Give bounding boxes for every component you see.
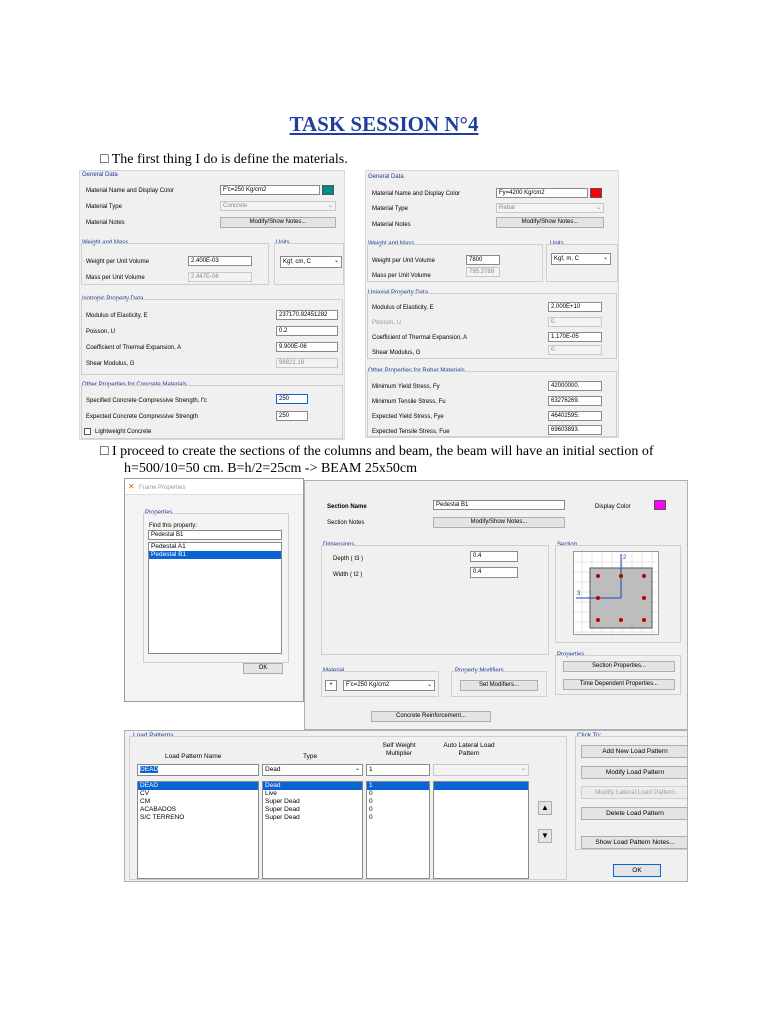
display-color-swatch[interactable]: [654, 500, 666, 510]
material-name-input[interactable]: F'c=250 Kg/cm2: [220, 185, 320, 195]
dialog-title: Frame Properties: [139, 485, 186, 491]
section-notes-label: Section Notes: [327, 520, 365, 526]
section-data-dialog: [304, 480, 688, 730]
chevron-down-icon: ⌄: [333, 258, 339, 264]
mass-per-volume-label: Mass per Unit Volume: [86, 275, 145, 281]
list-item[interactable]: ACABADOS: [140, 806, 177, 813]
mass-per-volume-label: Mass per Unit Volume: [372, 273, 431, 279]
material-value: F'c=250 Kg/cm2: [346, 682, 390, 688]
modulus-input[interactable]: 2.000E+10: [548, 302, 602, 312]
fy-input[interactable]: 42000000.: [548, 381, 602, 391]
find-label: Find this property:: [149, 523, 198, 529]
section-name-label: Section Name: [327, 504, 367, 510]
set-modifiers-button[interactable]: Set Modifiers...: [460, 680, 538, 691]
dimensions-heading: Dimensions: [323, 542, 355, 548]
depth-label: Depth ( t3 ): [333, 556, 364, 562]
general-data-heading: General Data: [368, 174, 404, 180]
weight-mass-heading: Weight and Mass: [368, 241, 415, 247]
modulus-label: Modulus of Elasticity, E: [372, 305, 434, 311]
app-icon: ✕: [128, 482, 135, 491]
material-name-input[interactable]: Fy=4200 Kg/cm2: [496, 188, 588, 198]
type-value: Dead: [265, 766, 281, 773]
load-patterns-dialog: [124, 730, 688, 882]
list-item-selected[interactable]: Dead: [263, 782, 362, 790]
fc-input[interactable]: 250: [276, 394, 308, 404]
material-name-label: Material Name and Display Color: [372, 191, 461, 197]
list-item[interactable]: Pedestal A1: [151, 543, 186, 550]
thermal-label: Coefficient of Thermal Expansion, A: [86, 345, 182, 351]
paragraph-beam: h=500/10=50 cm. B=h/2=25cm -> BEAM 25x50cm: [124, 461, 418, 476]
delete-load-pattern-button[interactable]: Delete Load Pattern: [581, 807, 688, 820]
chevron-down-icon: ⌄: [602, 255, 608, 261]
shear-modulus-value: 98821.18: [276, 358, 338, 368]
properties-heading: Properties: [145, 510, 173, 516]
material-pick-button[interactable]: +: [325, 680, 337, 691]
material-name-label: Material Name and Display Color: [86, 188, 175, 194]
display-color-label: Display Color: [595, 504, 631, 510]
lightweight-label: Lightweight Concrete: [95, 429, 152, 435]
property-list[interactable]: [148, 542, 282, 654]
modify-lateral-button[interactable]: Modify Lateral Load Pattern: [581, 786, 688, 799]
modulus-label: Modulus of Elasticity, E: [86, 313, 148, 319]
lightweight-checkbox[interactable]: [84, 428, 91, 435]
chevron-down-icon: ⌄: [426, 682, 432, 688]
units-select[interactable]: [280, 256, 342, 268]
shear-modulus-value: 0.: [548, 345, 602, 355]
fu-input[interactable]: 63276269.: [548, 396, 602, 406]
poisson-value: 0.: [548, 317, 602, 327]
list-item-selected[interactable]: Pedestal B1: [149, 551, 281, 559]
fue-input[interactable]: 69603893.: [548, 425, 602, 435]
depth-input[interactable]: 0.4: [470, 551, 518, 562]
units-heading: Units: [550, 241, 564, 247]
type-select[interactable]: [262, 764, 363, 776]
modify-notes-button[interactable]: Modify/Show Notes...: [433, 517, 565, 528]
general-data-heading: General Data: [82, 172, 118, 178]
material-select[interactable]: [343, 680, 435, 691]
material-type-value: Concrete: [223, 203, 248, 209]
paragraph-materials: □ The first thing I do is define the materials.: [100, 152, 348, 167]
header-self-weight: Self Weight Multiplier: [382, 742, 416, 757]
list-item[interactable]: Super Dead: [265, 806, 300, 813]
weight-per-volume-label: Weight per Unit Volume: [372, 258, 435, 264]
units-select[interactable]: [551, 253, 611, 265]
concrete-material-panel: [79, 170, 345, 440]
material-notes-label: Material Notes: [86, 220, 125, 226]
material-type-select[interactable]: [220, 201, 336, 211]
time-dependent-button[interactable]: Time Dependent Properties...: [563, 679, 675, 690]
click-to-heading: Click To:: [577, 732, 602, 739]
fye-label: Expected Yield Stress, Fye: [372, 414, 444, 420]
section-properties-button[interactable]: Section Properties...: [563, 661, 675, 672]
chevron-down-icon: ⌄: [354, 766, 360, 772]
find-input[interactable]: Pedestal B1: [148, 530, 282, 540]
modify-notes-button[interactable]: Modify/Show Notes...: [496, 217, 604, 228]
material-notes-label: Material Notes: [372, 222, 411, 228]
list-item-selected[interactable]: 1: [367, 782, 429, 790]
thermal-input[interactable]: 1.170E-05: [548, 332, 602, 342]
header-load-pattern-name: Load Pattern Name: [165, 753, 222, 760]
axis-3-label: 3: [577, 591, 581, 597]
list-item[interactable]: CV: [140, 790, 150, 797]
weight-per-volume-label: Weight per Unit Volume: [86, 259, 149, 265]
add-load-pattern-button[interactable]: Add New Load Pattern: [581, 745, 688, 758]
list-item[interactable]: Live: [265, 790, 277, 797]
material-type-label: Material Type: [372, 206, 408, 212]
list-item[interactable]: S/C TERRENO: [140, 814, 185, 821]
units-value: Kgf, cm, C: [283, 259, 312, 265]
width-input[interactable]: 0.4: [470, 567, 518, 578]
arrow-down-icon: ▼: [541, 831, 549, 840]
fue-label: Expected Tensile Stress, Fue: [372, 429, 450, 435]
section-heading: Section: [557, 542, 578, 548]
header-type: Type: [303, 753, 318, 760]
list-item[interactable]: 0: [369, 814, 373, 821]
fye-input[interactable]: 46402595.: [548, 411, 602, 421]
units-value: Kgf, m, C: [554, 256, 580, 262]
display-color-swatch[interactable]: [322, 185, 334, 195]
modulus-input[interactable]: 237170.82451282: [276, 310, 338, 320]
poisson-input[interactable]: 0.2: [276, 326, 338, 336]
material-type-value: Rebar: [499, 205, 516, 211]
move-up-button[interactable]: [538, 801, 552, 815]
frame-properties-dialog: [124, 478, 304, 702]
uniaxial-heading: Uniaxial Property Data: [368, 290, 429, 296]
move-down-button[interactable]: [538, 829, 552, 843]
other-props-heading: Other Properties for Rebar Materials: [368, 368, 465, 374]
section-name-input[interactable]: Pedestal B1: [433, 500, 565, 510]
shear-modulus-label: Shear Modulus, G: [86, 361, 135, 367]
shear-modulus-label: Shear Modulus, G: [372, 350, 421, 356]
list-item[interactable]: 0: [369, 790, 373, 797]
properties-heading: Properties: [557, 652, 585, 658]
load-patterns-heading: Load Patterns: [133, 732, 174, 739]
material-type-select[interactable]: [496, 203, 604, 213]
material-type-label: Material Type: [86, 204, 122, 210]
weight-per-volume-input[interactable]: 7800: [466, 255, 500, 265]
load-pattern-name-input[interactable]: [137, 764, 259, 776]
units-heading: Units: [276, 240, 290, 246]
mass-per-volume-value: 2.447E-06: [188, 272, 252, 282]
load-name-list[interactable]: [137, 781, 259, 879]
auto-lateral-list[interactable]: [433, 781, 529, 879]
display-color-swatch[interactable]: [590, 188, 602, 198]
load-type-list[interactable]: [262, 781, 363, 879]
self-weight-input[interactable]: 1: [366, 764, 430, 776]
auto-lateral-select: [433, 764, 529, 776]
expected-fc-label: Expected Concrete Compressive Strength: [86, 414, 199, 420]
paragraph-sections: □ I proceed to create the sections of the columns and beam, the beam will have an initial section of: [100, 444, 654, 459]
fu-label: Minimum Tensile Stress, Fu: [372, 399, 446, 405]
thermal-label: Coefficient of Thermal Expansion, A: [372, 335, 468, 341]
list-item[interactable]: 0: [369, 798, 373, 805]
modify-load-pattern-button[interactable]: Modify Load Pattern: [581, 766, 688, 779]
chevron-down-icon: ⌄: [520, 766, 526, 772]
material-heading: Material: [323, 668, 345, 674]
section-preview: [573, 551, 659, 635]
property-modifiers-heading: Property Modifiers: [455, 668, 504, 674]
other-props-heading: Other Properties for Concrete Materials: [82, 382, 187, 388]
width-label: Width ( t2 ): [333, 572, 363, 578]
fc-label: Specified Concrete Compressive Strength, f'c: [86, 398, 207, 404]
fy-label: Minimum Yield Stress, Fy: [372, 384, 440, 390]
poisson-label: Poisson, U: [86, 329, 116, 335]
axis-2-label: 2: [623, 555, 627, 561]
thermal-input[interactable]: 9.900E-06: [276, 342, 338, 352]
list-item-selected[interactable]: [434, 782, 528, 790]
weight-per-volume-input[interactable]: 2.400E-03: [188, 256, 252, 266]
rebar-material-panel: [365, 170, 619, 438]
expected-fc-input[interactable]: 250: [276, 411, 308, 421]
mass-per-volume-value: 795.3789: [466, 267, 500, 277]
self-weight-list[interactable]: [366, 781, 430, 879]
list-item[interactable]: 0: [369, 806, 373, 813]
concrete-reinforcement-button[interactable]: Concrete Reinforcement...: [371, 711, 491, 722]
list-item-selected[interactable]: DEAD: [138, 782, 258, 790]
show-notes-button[interactable]: Show Load Pattern Notes...: [581, 836, 688, 849]
document-title: TASK SESSION N°4: [289, 112, 479, 136]
list-item[interactable]: Super Dead: [265, 814, 300, 821]
header-auto-lateral: Auto Lateral Load Pattern: [443, 742, 495, 757]
list-item[interactable]: CM: [140, 798, 151, 805]
load-pattern-name-value: DEAD: [140, 766, 159, 773]
weight-mass-heading: Weight and Mass: [82, 240, 129, 246]
chevron-down-icon: ⌄: [327, 203, 333, 209]
ok-button[interactable]: OK: [243, 663, 283, 674]
modify-notes-button[interactable]: Modify/Show Notes...: [220, 217, 336, 228]
section-drawing: [574, 552, 660, 636]
poisson-label: Poisson, U: [372, 320, 402, 326]
arrow-up-icon: ▲: [541, 803, 549, 812]
chevron-down-icon: ⌄: [595, 205, 601, 211]
isotropic-heading: Isotropic Property Data: [82, 296, 144, 302]
list-item[interactable]: Super Dead: [265, 798, 300, 805]
ok-button[interactable]: OK: [613, 864, 661, 877]
